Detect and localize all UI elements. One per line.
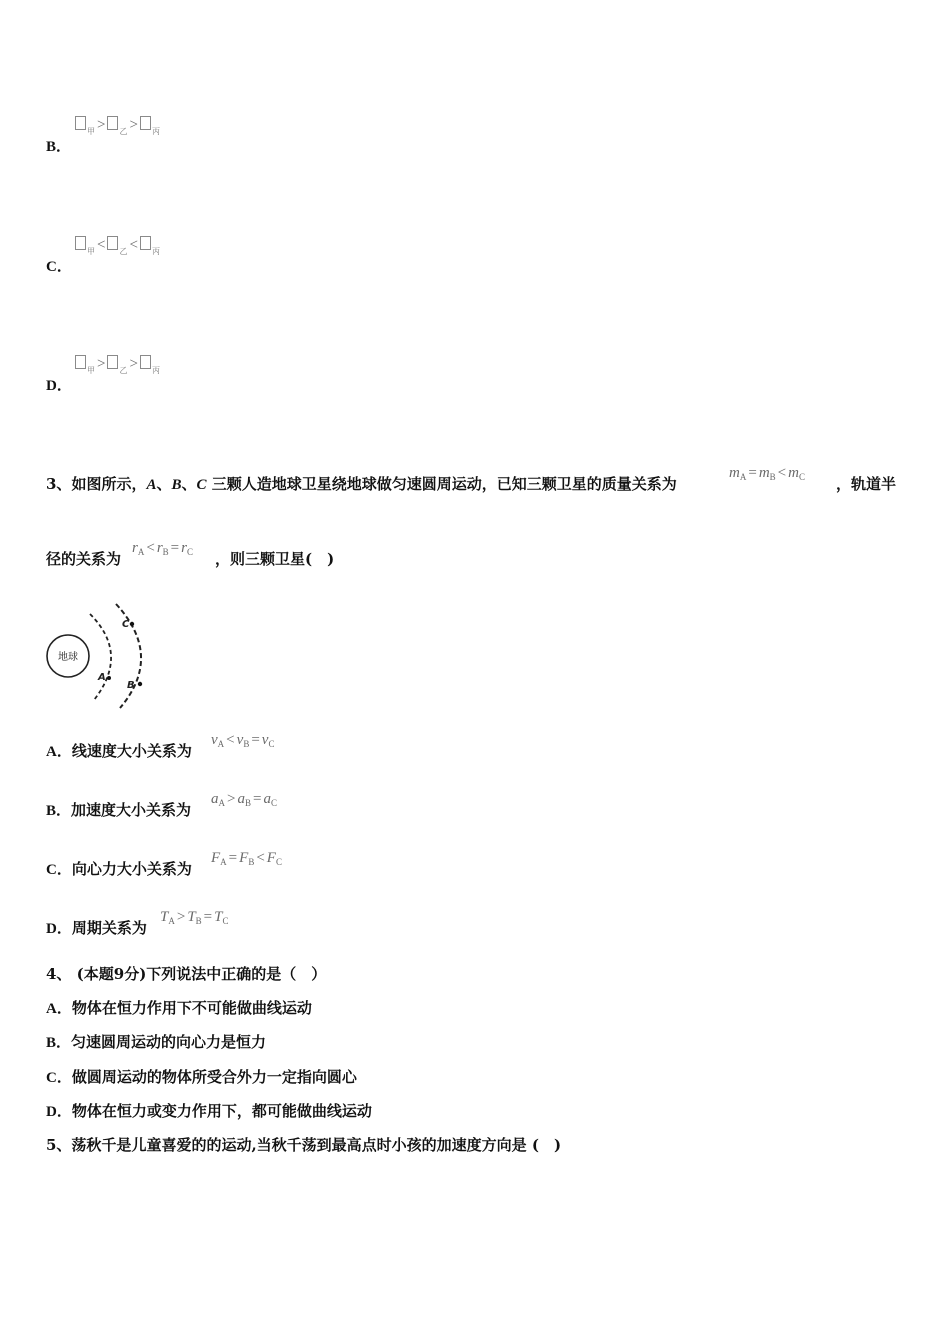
subscript: 乙	[119, 247, 128, 256]
operator: <	[97, 237, 106, 253]
q4-option-c	[46, 1067, 357, 1088]
q3-option-d	[46, 918, 147, 939]
mass-formula: $m_A = m_B < m_C$	[729, 465, 805, 482]
missing-glyph-icon	[75, 236, 86, 250]
q3-stem-line1-tail	[836, 474, 896, 494]
satellite-b-dot	[138, 682, 142, 686]
q3-option-a-formula: $v_A < v_B = v_C$	[211, 732, 275, 749]
stem-text: 径的关系为	[46, 550, 122, 568]
stem-text: ，则三颗卫星( )	[215, 550, 335, 568]
q4-option-d	[46, 1101, 372, 1122]
missing-glyph-icon	[107, 355, 118, 369]
option-label: C．	[46, 1070, 72, 1086]
option-label: B．	[46, 803, 72, 819]
option-text: 物体在恒力或变力作用下，都可能做曲线运动	[71, 1102, 372, 1120]
operator: >	[129, 117, 138, 133]
stem-text: 如图所示，	[71, 475, 147, 493]
orbit-a	[90, 614, 111, 700]
missing-glyph-icon	[75, 116, 86, 130]
prev-option-d	[46, 375, 72, 396]
option-label: D．	[46, 378, 72, 394]
option-text: 线速度大小关系为	[71, 742, 192, 760]
q3-stem-line2-tail	[215, 549, 334, 569]
earth-label: 地球	[58, 652, 78, 663]
satellite-c-dot	[130, 622, 134, 626]
satellite-c-label: C	[122, 619, 130, 630]
q4-option-b	[46, 1032, 266, 1053]
missing-glyph-icon	[107, 116, 118, 130]
stem-text: ，轨道半	[836, 475, 897, 493]
missing-glyph-icon	[75, 355, 86, 369]
separator: 、	[156, 475, 172, 493]
subscript: 丙	[151, 247, 160, 256]
subscript: 乙	[119, 127, 128, 136]
option-label: A．	[46, 744, 72, 760]
option-text: 物体在恒力作用下不可能做曲线运动	[71, 999, 312, 1017]
q3-option-a	[46, 741, 192, 762]
missing-glyph-icon	[140, 355, 151, 369]
operator: >	[97, 356, 106, 372]
satellite-b-label: B	[127, 680, 135, 691]
operator: >	[97, 117, 106, 133]
subscript: 甲	[87, 127, 95, 136]
option-label: D．	[46, 1104, 72, 1120]
satellite-a-label: A	[98, 672, 106, 683]
q3-option-d-formula: $T_A > T_B = T_C$	[160, 909, 229, 926]
q5-stem	[46, 1135, 561, 1155]
radius-formula: $r_A < r_B = r_C$	[132, 540, 193, 557]
q3-stem-line1	[46, 474, 677, 495]
operator: <	[129, 237, 138, 253]
prev-option-d-formula	[75, 355, 160, 380]
satellite-a-dot	[107, 676, 111, 680]
q3-option-b-formula: $a_A > a_B = a_C$	[211, 791, 277, 808]
option-text: 加速度大小关系为	[71, 801, 192, 819]
subscript: 丙	[151, 366, 160, 375]
q3-option-b	[46, 800, 191, 821]
q4-option-a	[46, 998, 312, 1019]
option-text: 匀速圆周运动的向心力是恒力	[71, 1033, 267, 1051]
stem-text: 4、 (本题9分)下列说法中正确的是（ ）	[46, 965, 327, 983]
missing-glyph-icon	[140, 116, 151, 130]
option-text: 周期关系为	[71, 919, 147, 937]
q3-stem-line2	[46, 549, 121, 569]
satellite-letter: C	[196, 477, 207, 493]
stem-text: 5、荡秋千是儿童喜爱的的运动,当秋千荡到最高点时小孩的加速度方向是 ( )	[46, 1136, 562, 1154]
option-label: B．	[46, 1035, 72, 1051]
subscript: 丙	[151, 127, 160, 136]
option-label: B．	[46, 139, 72, 155]
q3-option-c	[46, 859, 192, 880]
prev-option-c	[46, 256, 72, 277]
prev-option-b-formula	[75, 116, 160, 141]
q3-option-c-formula: $F_A = F_B < F_C$	[211, 850, 282, 867]
option-text: 做圆周运动的物体所受合外力一定指向圆心	[71, 1068, 357, 1086]
option-label: C．	[46, 259, 72, 275]
separator: 、	[181, 475, 197, 493]
satellite-letter: A	[146, 477, 157, 493]
prev-option-b	[46, 136, 71, 157]
option-label: C．	[46, 862, 72, 878]
prev-option-c-formula	[75, 236, 160, 261]
satellite-letter: B	[171, 477, 182, 493]
option-text: 向心力大小关系为	[71, 860, 192, 878]
stem-text: 三颗人造地球卫星绕地球做匀速圆周运动，已知三颗卫星的质量关系为	[211, 475, 677, 493]
orbit-figure	[44, 598, 154, 712]
missing-glyph-icon	[140, 236, 151, 250]
subscript: 甲	[87, 247, 95, 256]
option-label: A．	[46, 1001, 72, 1017]
q4-stem	[46, 964, 326, 984]
subscript: 甲	[87, 366, 95, 375]
operator: >	[129, 356, 138, 372]
subscript: 乙	[119, 366, 128, 375]
missing-glyph-icon	[107, 236, 118, 250]
option-label: D．	[46, 921, 72, 937]
question-number: 3、	[46, 475, 72, 493]
